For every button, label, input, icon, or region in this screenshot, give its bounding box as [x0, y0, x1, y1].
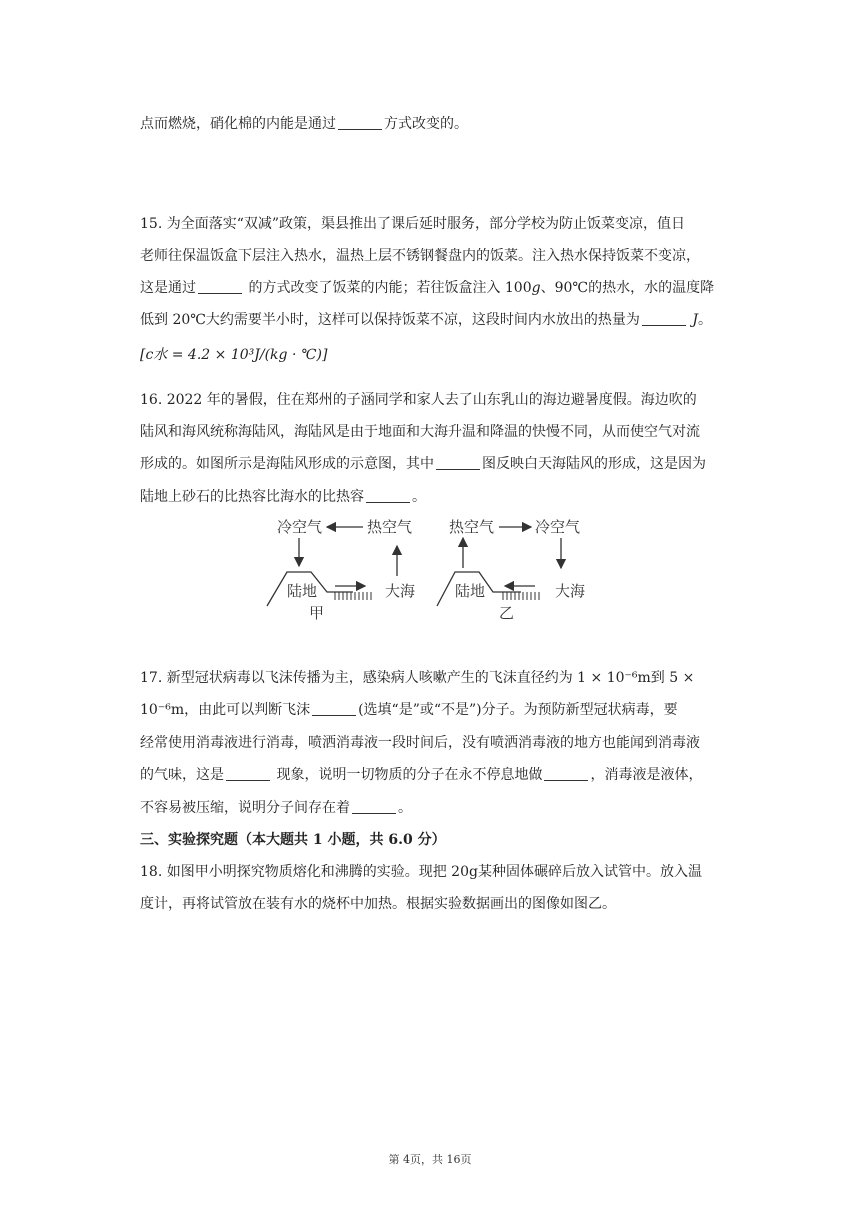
text-line: 陆地上砂石的比热容比海水的比热容 。	[140, 489, 426, 505]
text-line: 不容易被压缩，说明分子间存在着 。	[140, 800, 412, 816]
land-label: 陆地	[287, 582, 318, 600]
sea-label: 大海	[555, 582, 586, 600]
text-line: 陆风和海风统称海陆风，海陆风是由于地面和大海升温和降温的快慢不同，从而使空气对流	[140, 424, 700, 440]
section-heading: 三、实验探究题（本大题共 1 小题，共 6.0 分）	[140, 832, 446, 848]
land-label: 陆地	[455, 582, 486, 600]
answer-blank[interactable]	[544, 766, 588, 781]
text-line: 10⁻⁶m，由此可以判断飞沫 (选填“是”或“不是”)分子。为预防新型冠状病毒，要	[140, 702, 678, 718]
answer-blank[interactable]	[338, 115, 382, 130]
answer-blank[interactable]	[352, 799, 396, 814]
text-line: 点而燃烧，硝化棉的内能是通过 方式改变的。	[140, 116, 468, 132]
answer-blank[interactable]	[436, 455, 480, 470]
question-18: 18. 如图甲小明探究物质熔化和沸腾的实验。现把 20g某种固体碾碎后放入试管中。放入温	[140, 864, 702, 880]
figure-label-a: 甲	[309, 604, 325, 622]
text-line: 低到 20℃大约需要半小时，这样可以保持饭菜不凉，这段时间内水放出的热量为 J。	[140, 312, 713, 328]
answer-blank[interactable]	[226, 766, 270, 781]
page-footer: 第 4页，共 16页	[388, 1153, 472, 1166]
answer-blank[interactable]	[642, 311, 686, 326]
text-line: 老师往保温饭盒下层注入热水，温热上层不锈钢餐盘内的饭菜。注入热水保持饭菜不变凉，	[140, 248, 700, 264]
text-line: 形成的。如图所示是海陆风形成的示意图，其中 图反映白天海陆风的形成，这是因为	[140, 456, 706, 472]
cold-air-label: 冷空气	[535, 518, 581, 536]
question-17: 17. 新型冠状病毒以飞沫传播为主，感染病人咳嗽产生的飞沫直径约为 1 × 10⁻⁶m到 5 ×	[140, 670, 695, 686]
formula: [c水 = 4.2 × 10³J/(kg · ℃)]	[140, 347, 328, 363]
question-15: 15. 为全面落实“双减”政策，渠县推出了课后延时服务，部分学校为防止饭菜变凉，值日	[140, 216, 686, 232]
hot-air-label: 热空气	[367, 518, 413, 536]
text-line: 度计，再将试管放在装有水的烧杯中加热。根据实验数据画出的图像如图乙。	[140, 896, 616, 912]
answer-blank[interactable]	[312, 701, 356, 716]
diagram-b	[437, 518, 585, 622]
text-line: 这是通过 的方式改变了饭菜的内能；若往饭盒注入 100g、90℃的热水，水的温度降	[140, 280, 715, 296]
sea-land-breeze-diagram	[265, 516, 605, 624]
figure-label-b: 乙	[499, 604, 515, 622]
answer-blank[interactable]	[198, 279, 242, 294]
answer-blank[interactable]	[366, 488, 410, 503]
sea-label: 大海	[385, 582, 416, 600]
question-16: 16. 2022 年的暑假，住在郑州的子涵同学和家人去了山东乳山的海边避暑度假。海边吹的	[140, 392, 697, 408]
text-line: 经常使用消毒液进行消毒，喷洒消毒液一段时间后，没有喷洒消毒液的地方也能闻到消毒液	[140, 735, 700, 751]
hot-air-label: 热空气	[449, 518, 495, 536]
cold-air-label: 冷空气	[277, 518, 323, 536]
diagram-a	[267, 518, 415, 622]
text-line: 的气味，这是 现象，说明一切物质的分子在永不停息地做 ，消毒液是液体，	[140, 767, 703, 783]
